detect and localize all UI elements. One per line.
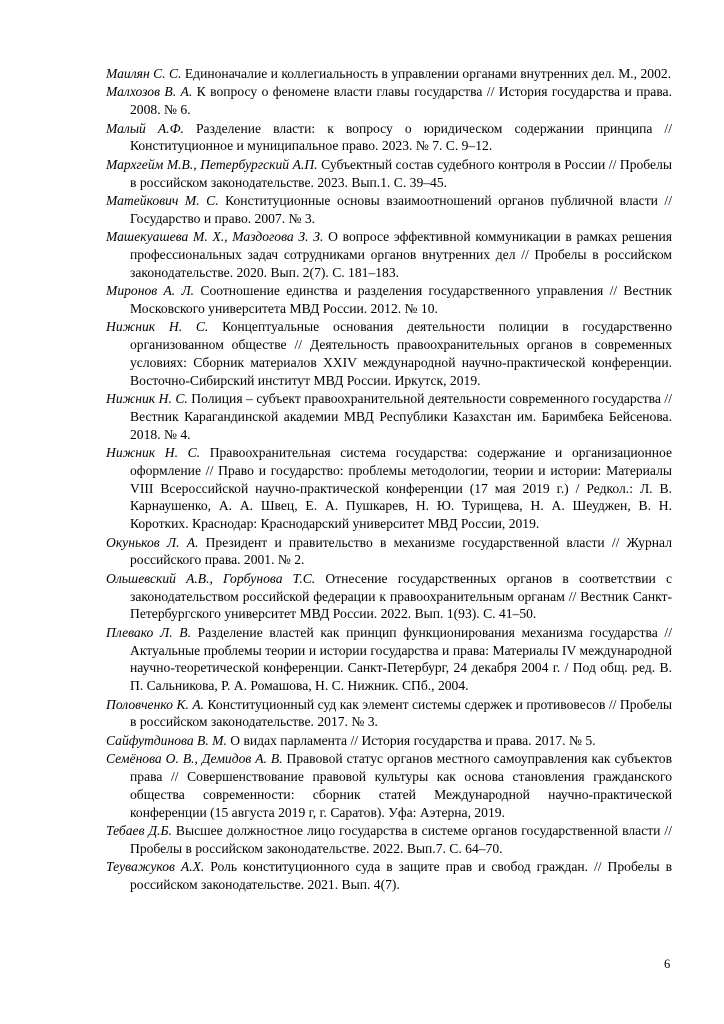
reference-entry bbox=[106, 570, 672, 623]
reference-text: Отнесение государственных органов в соответствии с законодательством российской федерации к правоохранительным органам // Вестник Санкт-Петербургского университет МВД России. 2022. Вып. 1(93). С. 41–50. bbox=[130, 570, 672, 622]
reference-author: Сайфутдинова В. М. bbox=[106, 732, 227, 748]
reference-author: Тебаев Д.Б. bbox=[106, 822, 172, 838]
reference-author: Нижник Н. С. bbox=[106, 445, 201, 461]
reference-text: О видах парламента // История государства и права. 2017. № 5. bbox=[226, 732, 596, 748]
reference-text: Субъектный состав судебного контроля в России // Пробелы в российском законодательстве. 2023. Вып.1. С. 39–45. bbox=[130, 156, 672, 190]
reference-text: Роль конституционного суда в защите прав и свобод граждан. // Пробелы в российском законодательстве. 2021. Вып. 4(7). bbox=[130, 859, 672, 892]
reference-entry bbox=[106, 624, 672, 695]
reference-entry bbox=[106, 444, 672, 533]
reference-author: Окуньков Л. А. bbox=[106, 534, 199, 550]
reference-entry bbox=[106, 534, 672, 570]
reference-author: Плевако Л. В. bbox=[106, 624, 191, 640]
reference-author: Нижник Н. С. bbox=[106, 319, 209, 335]
reference-author: Малый А.Ф. bbox=[106, 120, 184, 136]
reference-entry bbox=[106, 83, 672, 119]
reference-author: Малхозов В. А. bbox=[106, 84, 193, 100]
reference-text: О вопросе эффективной коммуникации в рамках решения профессиональных задач сотрудниками органов внутренних дел // Пробелы в российском законодательстве. 2020. Вып. 2(7). С. 181–183. bbox=[130, 229, 672, 280]
reference-text: Концептуальные основания деятельности полиции в государственно организованном обществе // Деятельность правоохранительных органов в современных условиях: Сборник материалов XXIV международной научно-практической конференции. Восточно-Сибирский институт МВД России. Иркутск, 2019. bbox=[130, 319, 673, 388]
reference-entry bbox=[106, 120, 672, 156]
reference-entry bbox=[106, 390, 672, 443]
reference-author: Матейкович М. С. bbox=[106, 192, 219, 208]
reference-entry bbox=[106, 822, 672, 858]
reference-text: Высшее должностное лицо государства в системе органов государственной власти // Пробелы в российском законодательстве. 2022. Вып.7. С. 64–70. bbox=[130, 822, 672, 856]
reference-text: Конституционный суд как элемент системы сдержек и противовесов // Пробелы в российском законодательстве. 2017. № 3. bbox=[130, 696, 672, 730]
page-number: 6 bbox=[664, 957, 671, 971]
reference-text: Конституционные основы взаимоотношений органов публичной власти // Государство и право. 2007. № 3. bbox=[130, 192, 672, 226]
reference-author: Семёнова О. В., Демидов А. В. bbox=[106, 751, 283, 767]
reference-list bbox=[106, 65, 672, 894]
reference-text: Правоохранительная система государства: содержание и организационное оформление // Право и государство: проблемы методологии, теории и истории: Материалы VIII Всероссийской научно-практической конференции (17 мая 2019 г.) / Редкол.: Л. В. Карнаушенко, А. А. Швец, Е. А. Пушкарев, Н. Ю. Турищева, Н. А. Шеуджен, В. Н. Коротких. Краснодар: Краснодарский университет МВД России, 2019. bbox=[130, 445, 672, 532]
reference-entry bbox=[106, 318, 672, 389]
reference-author: Машекуашева М. Х., Маздогова З. З. bbox=[106, 229, 324, 245]
reference-text: К вопросу о феномене власти главы государства // История государства и права. 2008. № 6. bbox=[130, 84, 672, 118]
reference-author: Миронов А. Л. bbox=[106, 283, 195, 299]
reference-entry bbox=[106, 282, 672, 318]
reference-entry bbox=[106, 65, 672, 83]
reference-author: Маилян С. С. bbox=[106, 66, 182, 81]
reference-entry bbox=[106, 732, 672, 750]
reference-author: Ольшевский А.В., Горбунова Т.С. bbox=[106, 570, 316, 586]
reference-text: Правовой статус органов местного самоуправления как субъектов права // Совершенствование правовой культуры как основа становления гражданского общества современности: сборник статей Международной научно-практической конференции (15 августа 2019 г, г. Саратов). Уфа: Аэтерна, 2019. bbox=[130, 751, 672, 820]
reference-text: Президент и правительство в механизме государственной власти // Журнал российского права. 2001. № 2. bbox=[130, 534, 672, 568]
reference-entry bbox=[106, 750, 672, 821]
reference-author: Мархгейм М.В., Петербургский А.П. bbox=[106, 156, 318, 172]
reference-text: Разделение властей как принцип функционирования механизма государства // Актуальные проблемы теории и истории государства и права: Материалы IV международной научно-теоретической конференции. Санкт-Петербург, 24 декабря 2004 г. / Под общ. ред. В. П. Сальникова, Р. А. Ромашова, Н. С. Нижник. СПб., 2004. bbox=[130, 624, 672, 694]
reference-entry bbox=[106, 192, 672, 228]
reference-text: Полиция – субъект правоохранительной деятельности современного государства // Вестник Карагандинской академии МВД Республики Казахстан им. Баримбека Бейсенова. 2018. № 4. bbox=[130, 391, 672, 442]
reference-author: Нижник Н. С. bbox=[106, 391, 188, 407]
reference-entry bbox=[106, 156, 672, 192]
reference-text: Единоначалие и коллегиальность в управлении органами внутренних дел. М., 2002. bbox=[181, 66, 672, 81]
reference-entry bbox=[106, 858, 672, 894]
reference-author: Половченко К. А. bbox=[106, 696, 205, 712]
reference-entry bbox=[106, 228, 672, 281]
reference-author: Теуважуков А.Х. bbox=[106, 859, 205, 875]
reference-entry bbox=[106, 696, 672, 732]
reference-text: Соотношение единства и разделения государственного управления // Вестник Московского университета МВД России. 2012. № 10. bbox=[130, 283, 672, 316]
reference-text: Разделение власти: к вопросу о юридическом содержании принципа // Конституционное и муниципальное право. 2023. № 7. С. 9–12. bbox=[130, 120, 672, 154]
